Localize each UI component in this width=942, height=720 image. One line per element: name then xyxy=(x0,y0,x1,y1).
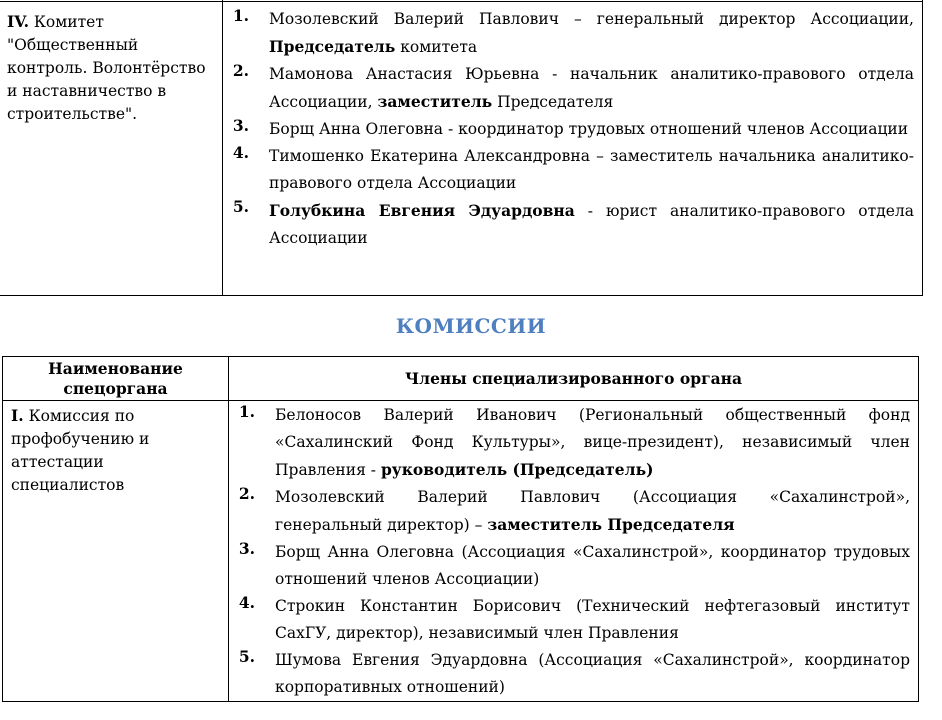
section-title: КОМИССИИ xyxy=(395,314,547,338)
plain-text: Тимошенко Екатерина Александровна – заместитель начальника аналитико-правового отдела Ассоциации xyxy=(269,147,914,192)
committee-roman: IV. xyxy=(7,12,29,31)
list-item xyxy=(223,6,914,61)
commission-members-list xyxy=(229,402,910,701)
list-item xyxy=(229,402,910,484)
commission-name-cell xyxy=(3,401,229,702)
list-item xyxy=(223,61,914,116)
plain-text: Мозолевский Валерий Павлович – генеральный директор Ассоциации, xyxy=(269,10,914,28)
list-item-text xyxy=(275,647,910,701)
list-item-text xyxy=(269,143,914,197)
commission-roman: I. xyxy=(11,406,24,425)
committee-name-cell xyxy=(0,2,223,296)
list-item-text xyxy=(269,197,914,252)
plain-text: Белоносов Валерий Иванович (Региональный общественный фонд «Сахалинский Фонд Культуры», вице-президент), независимый член Правления - xyxy=(275,406,910,479)
committee-members-list xyxy=(223,6,914,252)
list-item-number: 2. xyxy=(238,484,255,503)
bold-text: заместитель Председателя xyxy=(487,515,735,534)
header-col-members: Члены специализированного органа xyxy=(229,357,919,401)
plain-text: Строкин Константин Борисович (Технический нефтегазовый институт СахГУ, директор), независимый член Правления xyxy=(275,597,910,642)
list-item-text xyxy=(275,484,910,539)
commissions-table xyxy=(2,356,919,702)
list-item xyxy=(223,143,914,197)
plain-text: Председателя xyxy=(492,93,614,111)
list-item xyxy=(229,593,910,647)
list-item-number: 4. xyxy=(232,143,249,162)
plain-text: Мозолевский Валерий Павлович (Ассоциация «Сахалинстрой», генеральный директор) – xyxy=(275,488,910,534)
committee-row xyxy=(0,2,923,296)
bold-text: Голубкина Евгения Эдуардовна xyxy=(269,201,575,220)
list-item-number: 5. xyxy=(232,197,249,216)
list-item-number: 3. xyxy=(232,116,249,135)
bold-text: заместитель xyxy=(377,92,493,111)
committee-members-cell xyxy=(223,2,923,296)
list-item-text xyxy=(275,402,910,484)
list-item-number: 5. xyxy=(238,647,255,666)
committee-table xyxy=(0,0,923,296)
list-item-text xyxy=(269,116,914,143)
committee-name: Комитет "Общественный контроль. Волонтёрство и наставничество в строительстве". xyxy=(7,13,206,123)
plain-text: Борщ Анна Олеговна - координатор трудовых отношений членов Ассоциации xyxy=(269,120,909,138)
header-col-name: Наименование спецоргана xyxy=(3,357,229,401)
list-item xyxy=(223,116,914,143)
list-item-text xyxy=(275,593,910,647)
list-item xyxy=(229,539,910,593)
list-item-text xyxy=(269,6,914,61)
list-item-number: 3. xyxy=(238,539,255,558)
list-item-number: 2. xyxy=(232,61,249,80)
list-item-number: 1. xyxy=(232,6,249,25)
plain-text: Мамонова Анастасия Юрьевна - начальник аналитико-правового отдела Ассоциации, xyxy=(269,65,914,111)
commission-row xyxy=(3,401,919,702)
plain-text: комитета xyxy=(395,38,478,56)
plain-text: Борщ Анна Олеговна (Ассоциация «Сахалинстрой», координатор трудовых отношений членов Ассоциации) xyxy=(275,543,910,588)
list-item-text xyxy=(269,61,914,116)
list-item-text xyxy=(275,539,910,593)
list-item xyxy=(223,197,914,252)
bold-text: руководитель (Председатель) xyxy=(380,460,654,479)
list-item xyxy=(229,647,910,701)
list-item xyxy=(229,484,910,539)
plain-text: Шумова Евгения Эдуардовна (Ассоциация «Сахалинстрой», координатор корпоративных отношений) xyxy=(275,651,910,696)
list-item-number: 4. xyxy=(238,593,255,612)
commission-members-cell xyxy=(229,401,919,702)
list-item-number: 1. xyxy=(238,402,255,421)
plain-text: - юрист аналитико-правового отдела Ассоциации xyxy=(269,202,914,247)
commission-name: Комиссия по профобучению и аттестации специалистов xyxy=(11,407,150,494)
table-header-row xyxy=(3,357,919,401)
bold-text: Председатель xyxy=(269,37,396,56)
